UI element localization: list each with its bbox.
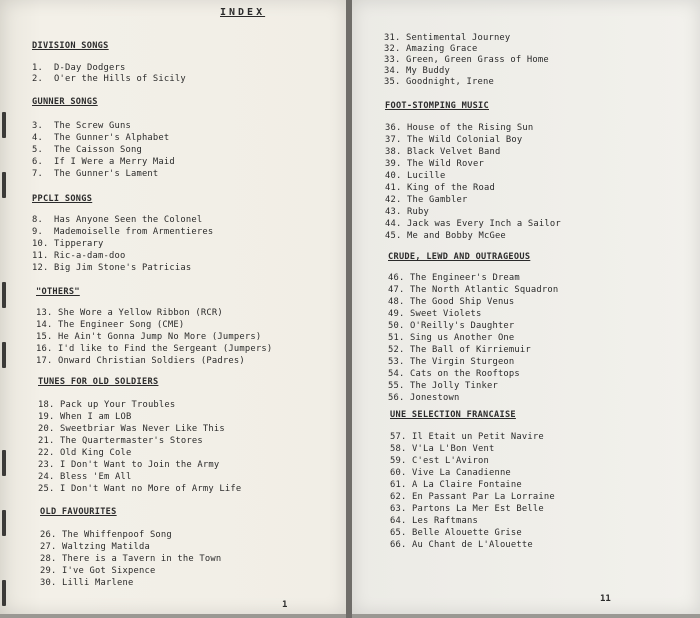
index-entry: 61. A La Claire Fontaine — [390, 480, 522, 490]
index-entry: 7. The Gunner's Lament — [32, 169, 159, 179]
index-entry: 13. She Wore a Yellow Ribbon (RCR) — [36, 308, 223, 318]
binding-hole — [2, 580, 6, 606]
index-entry: 39. The Wild Rover — [385, 159, 484, 169]
index-entry: 42. The Gambler — [385, 195, 468, 205]
index-entry: 33. Green, Green Grass of Home — [384, 55, 549, 65]
index-entry: 41. King of the Road — [385, 183, 495, 193]
index-entry: 23. I Don't Want to Join the Army — [38, 460, 220, 470]
section-heading: CRUDE, LEWD AND OUTRAGEOUS — [388, 252, 531, 262]
index-entry: 36. House of the Rising Sun — [385, 123, 534, 133]
index-entry: 18. Pack up Your Troubles — [38, 400, 176, 410]
index-entry: 29. I've Got Sixpence — [40, 566, 156, 576]
section-heading: TUNES FOR OLD SOLDIERS — [38, 377, 159, 387]
index-entry: 65. Belle Alouette Grise — [390, 528, 522, 538]
right-page — [352, 0, 700, 614]
index-entry: 32. Amazing Grace — [384, 44, 478, 54]
index-entry: 40. Lucille — [385, 171, 446, 181]
index-entry: 53. The Virgin Sturgeon — [388, 357, 515, 367]
binding-hole — [2, 282, 6, 308]
index-entry: 37. The Wild Colonial Boy — [385, 135, 523, 145]
index-entry: 66. Au Chant de L'Alouette — [390, 540, 533, 550]
index-entry: 62. En Passant Par La Lorraine — [390, 492, 555, 502]
index-entry: 19. When I am LOB — [38, 412, 132, 422]
binding-hole — [2, 342, 6, 368]
index-entry: 64. Les Raftmans — [390, 516, 478, 526]
index-title: INDEX — [220, 7, 266, 18]
index-entry: 48. The Good Ship Venus — [388, 297, 515, 307]
section-heading: GUNNER SONGS — [32, 97, 98, 107]
index-entry: 55. The Jolly Tinker — [388, 381, 498, 391]
index-entry: 43. Ruby — [385, 207, 429, 217]
binding-hole — [2, 510, 6, 536]
index-entry: 12. Big Jim Stone's Patricias — [32, 263, 192, 273]
binding-hole — [2, 450, 6, 476]
binding-hole — [2, 112, 6, 138]
index-entry: 44. Jack was Every Inch a Sailor — [385, 219, 561, 229]
index-entry: 21. The Quartermaster's Stores — [38, 436, 203, 446]
index-entry: 26. The Whiffenpoof Song — [40, 530, 172, 540]
index-entry: 46. The Engineer's Dream — [388, 273, 520, 283]
index-entry: 5. The Caisson Song — [32, 145, 142, 155]
index-entry: 47. The North Atlantic Squadron — [388, 285, 559, 295]
index-entry: 28. There is a Tavern in the Town — [40, 554, 222, 564]
index-entry: 51. Sing us Another One — [388, 333, 515, 343]
index-entry: 16. I'd like to Find the Sergeant (Jumpers) — [36, 344, 273, 354]
index-entry: 30. Lilli Marlene — [40, 578, 134, 588]
index-entry: 35. Goodnight, Irene — [384, 77, 494, 87]
index-entry: 27. Waltzing Matilda — [40, 542, 150, 552]
index-entry: 60. Vive La Canadienne — [390, 468, 511, 478]
index-entry: 31. Sentimental Journey — [384, 33, 511, 43]
index-entry: 56. Jonestown — [388, 393, 460, 403]
left-page — [0, 0, 346, 614]
binding-hole — [2, 172, 6, 198]
index-entry: 52. The Ball of Kirriemuir — [388, 345, 531, 355]
index-entry: 24. Bless 'Em All — [38, 472, 132, 482]
index-entry: 2. O'er the Hills of Sicily — [32, 74, 186, 84]
index-entry: 54. Cats on the Rooftops — [388, 369, 520, 379]
index-entry: 58. V'La L'Bon Vent — [390, 444, 495, 454]
index-entry: 8. Has Anyone Seen the Colonel — [32, 215, 203, 225]
index-entry: 20. Sweetbriar Was Never Like This — [38, 424, 225, 434]
index-entry: 34. My Buddy — [384, 66, 450, 76]
index-entry: 6. If I Were a Merry Maid — [32, 157, 175, 167]
index-entry: 38. Black Velvet Band — [385, 147, 501, 157]
index-entry: 57. Il Etait un Petit Navire — [390, 432, 544, 442]
index-entry: 17. Onward Christian Soldiers (Padres) — [36, 356, 245, 366]
index-entry: 22. Old King Cole — [38, 448, 132, 458]
index-entry: 50. O'Reilly's Daughter — [388, 321, 515, 331]
index-entry: 15. He Ain't Gonna Jump No More (Jumpers) — [36, 332, 262, 342]
index-entry: 1. D-Day Dodgers — [32, 63, 126, 73]
index-entry: 59. C'est L'Aviron — [390, 456, 489, 466]
section-heading: UNE SELECTION FRANCAISE — [390, 410, 516, 420]
page-number: 11 — [600, 594, 611, 604]
index-entry: 10. Tipperary — [32, 239, 104, 249]
index-entry: 25. I Don't Want no More of Army Life — [38, 484, 242, 494]
index-entry: 63. Partons La Mer Est Belle — [390, 504, 544, 514]
section-heading: FOOT-STOMPING MUSIC — [385, 101, 490, 111]
page-number: 1 — [282, 600, 288, 610]
section-heading: OLD FAVOURITES — [40, 507, 117, 517]
index-entry: 45. Me and Bobby McGee — [385, 231, 506, 241]
index-entry: 49. Sweet Violets — [388, 309, 482, 319]
index-entry: 9. Mademoiselle from Armentieres — [32, 227, 214, 237]
section-heading: PPCLI SONGS — [32, 194, 93, 204]
index-entry: 14. The Engineer Song (CME) — [36, 320, 185, 330]
section-heading: "OTHERS" — [36, 287, 80, 297]
index-entry: 11. Ric-a-dam-doo — [32, 251, 126, 261]
index-entry: 4. The Gunner's Alphabet — [32, 133, 170, 143]
index-entry: 3. The Screw Guns — [32, 121, 131, 131]
section-heading: DIVISION SONGS — [32, 41, 109, 51]
